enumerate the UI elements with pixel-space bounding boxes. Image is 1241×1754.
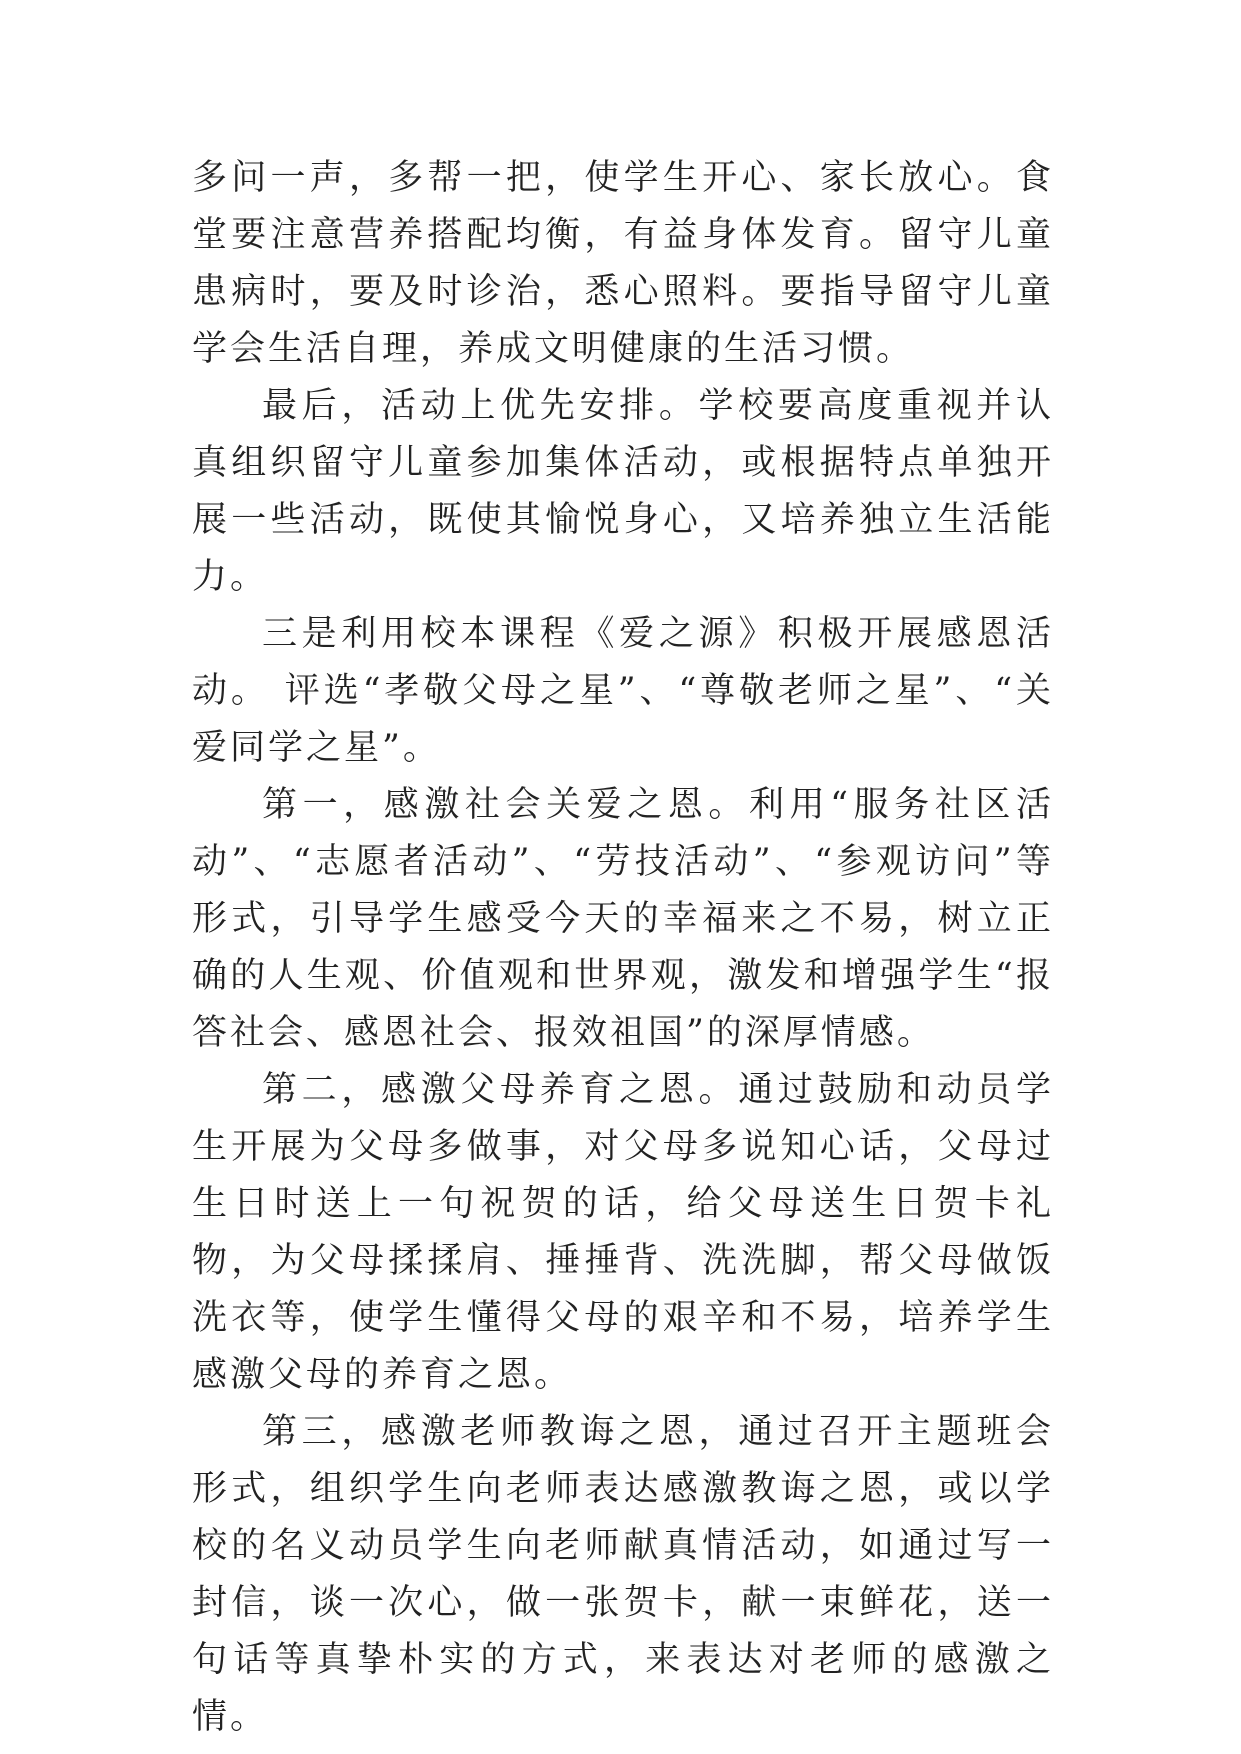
paragraph-teachers-gratitude: 第三，感激老师教诲之恩，通过召开主题班会形式，组织学生向老师表达感激教诲之恩，或以学校的名义动员学生向老师献真情活动，如通过写一封信，谈一次心，做一张贺卡，献一束鲜花，送一句话等真挚朴实的方式，来表达对老师的感激之情。 bbox=[192, 1412, 1054, 1737]
paragraph-activities: 最后，活动上优先安排。学校要高度重视并认真组织留守儿童参加集体活动，或根据特点单独开展一些活动，既使其愉悦身心，又培养独立生活能力。 bbox=[192, 386, 1054, 597]
document-body bbox=[192, 150, 1054, 1746]
paragraph-continued: 多问一声，多帮一把，使学生开心、家长放心。食堂要注意营养搭配均衡，有益身体发育。留守儿童患病时，要及时诊治，悉心照料。要指导留守儿童学会生活自理，养成文明健康的生活习惯。 bbox=[192, 158, 1054, 369]
paragraph-gratitude-curriculum: 三是利用校本课程《爱之源》积极开展感恩活动。 评选“孝敬父母之星”、“尊敬老师之星”、“关爱同学之星”。 bbox=[192, 614, 1054, 768]
paragraph-parents-gratitude: 第二，感激父母养育之恩。通过鼓励和动员学生开展为父母多做事，对父母多说知心话，父母过生日时送上一句祝贺的话，给父母送生日贺卡礼物，为父母揉揉肩、捶捶背、洗洗脚，帮父母做饭洗衣等，使学生懂得父母的艰辛和不易，培养学生感激父母的养育之恩。 bbox=[192, 1070, 1054, 1395]
paragraph-society-gratitude: 第一，感激社会关爱之恩。利用“服务社区活动”、“志愿者活动”、“劳技活动”、“参观访问”等形式，引导学生感受今天的幸福来之不易，树立正确的人生观、价值观和世界观，激发和增强学生“报答社会、感恩社会、报效祖国”的深厚情感。 bbox=[192, 785, 1054, 1053]
